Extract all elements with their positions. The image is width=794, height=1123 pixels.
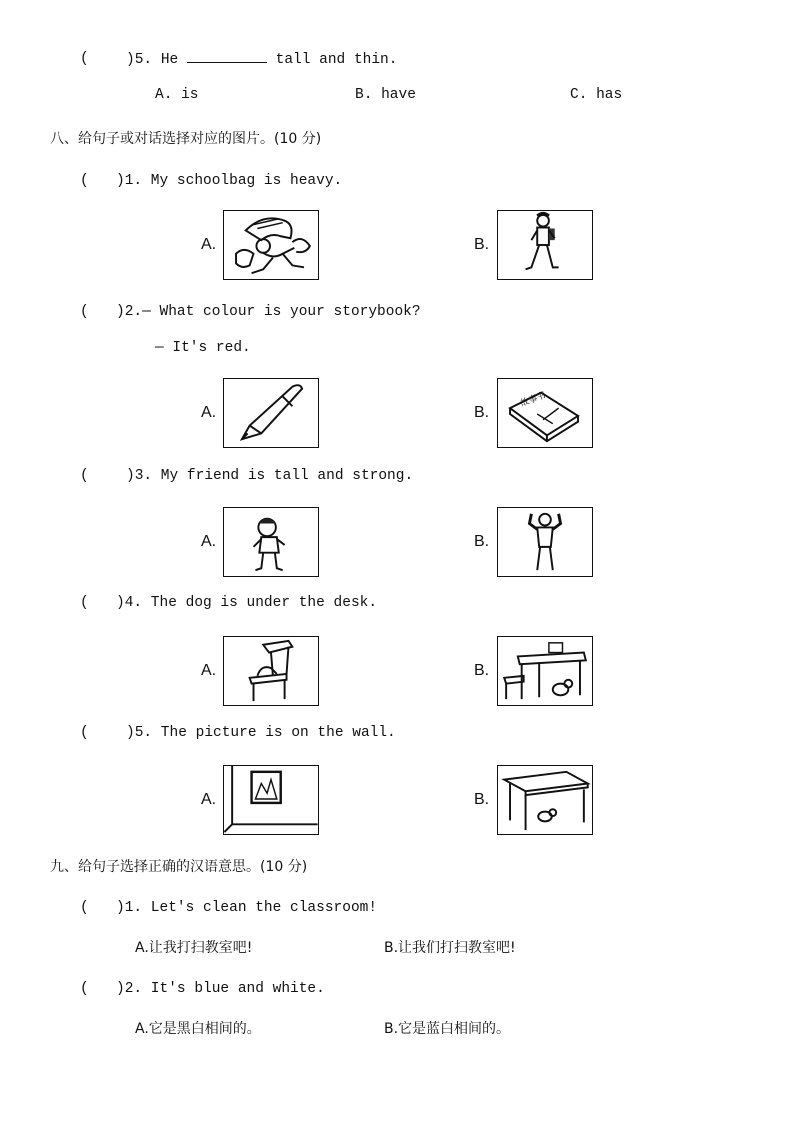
question-5-prev: )5. He tall and thin. bbox=[126, 52, 398, 68]
answer-paren: ( bbox=[80, 173, 89, 189]
option-a-label: A. bbox=[201, 533, 217, 550]
option-a: A.它是黑白相间的。 bbox=[135, 1021, 261, 1037]
question-text-before: He bbox=[160, 52, 179, 68]
image-storybook[interactable] bbox=[497, 378, 593, 448]
option-b-label: B. bbox=[474, 791, 490, 808]
desk-illustration bbox=[498, 766, 592, 834]
section-8-heading: 八、给句子或对话选择对应的图片。(10 分) bbox=[50, 131, 322, 147]
answer-paren: ( bbox=[80, 304, 89, 320]
answer-paren: ( bbox=[80, 468, 89, 484]
option-b: B.它是蓝白相间的。 bbox=[384, 1021, 511, 1037]
option-b-label: B. bbox=[474, 533, 490, 550]
option-b: B.让我们打扫教室吧! bbox=[384, 940, 516, 956]
wall-picture-illustration bbox=[224, 766, 318, 834]
book-title-text: 故事书 bbox=[519, 390, 548, 410]
question-9-1: )1. Let's clean the classroom! bbox=[116, 900, 378, 916]
image-heavy-schoolbag[interactable] bbox=[223, 210, 319, 280]
desk-dog-illustration bbox=[498, 637, 592, 705]
option-a-label: A. bbox=[201, 662, 217, 679]
option-a-label: A. bbox=[201, 404, 217, 421]
answer-paren: ( bbox=[80, 725, 89, 741]
image-dog-under-desk[interactable] bbox=[497, 636, 593, 706]
question-4: )4. The dog is under the desk. bbox=[116, 595, 378, 611]
answer-paren: ( bbox=[80, 981, 89, 997]
question-text-after: tall and thin. bbox=[275, 52, 398, 68]
option-b-label: B. bbox=[474, 404, 490, 421]
schoolbag-boy-illustration bbox=[224, 211, 318, 279]
small-boy-illustration bbox=[224, 508, 318, 576]
question-5: )5. The picture is on the wall. bbox=[126, 725, 396, 741]
option-a: A. is bbox=[155, 87, 199, 103]
strong-man-illustration bbox=[498, 508, 592, 576]
image-small-boy[interactable] bbox=[223, 507, 319, 577]
option-b: B. have bbox=[355, 87, 416, 103]
image-walking-child[interactable] bbox=[497, 210, 593, 280]
option-b-label: B. bbox=[474, 236, 490, 253]
option-b-label: B. bbox=[474, 662, 490, 679]
question-3: )3. My friend is tall and strong. bbox=[126, 468, 414, 484]
image-desk-only[interactable] bbox=[497, 765, 593, 835]
option-a-label: A. bbox=[201, 791, 217, 808]
option-a-label: A. bbox=[201, 236, 217, 253]
image-dog-on-chair[interactable] bbox=[223, 636, 319, 706]
image-pen[interactable] bbox=[223, 378, 319, 448]
question-2: )2.— What colour is your storybook? bbox=[116, 304, 421, 320]
answer-paren: ( bbox=[80, 51, 89, 67]
pen-illustration bbox=[224, 379, 318, 447]
answer-paren: ( bbox=[80, 900, 89, 916]
section-9-heading: 九、给句子选择正确的汉语意思。(10 分) bbox=[50, 859, 308, 875]
question-9-2: )2. It's blue and white. bbox=[116, 981, 325, 997]
question-1: )1. My schoolbag is heavy. bbox=[116, 173, 343, 189]
answer-paren: ( bbox=[80, 595, 89, 611]
image-picture-on-wall[interactable] bbox=[223, 765, 319, 835]
option-a: A.让我打扫教室吧! bbox=[135, 940, 253, 956]
question-2-reply: — It's red. bbox=[155, 340, 251, 356]
question-number: 5. bbox=[134, 52, 153, 68]
answer-blank[interactable] bbox=[187, 50, 267, 63]
walking-child-illustration bbox=[498, 211, 592, 279]
storybook-illustration bbox=[498, 379, 592, 447]
option-c: C. has bbox=[570, 87, 623, 103]
chair-dog-illustration bbox=[224, 637, 318, 705]
image-strong-man[interactable] bbox=[497, 507, 593, 577]
